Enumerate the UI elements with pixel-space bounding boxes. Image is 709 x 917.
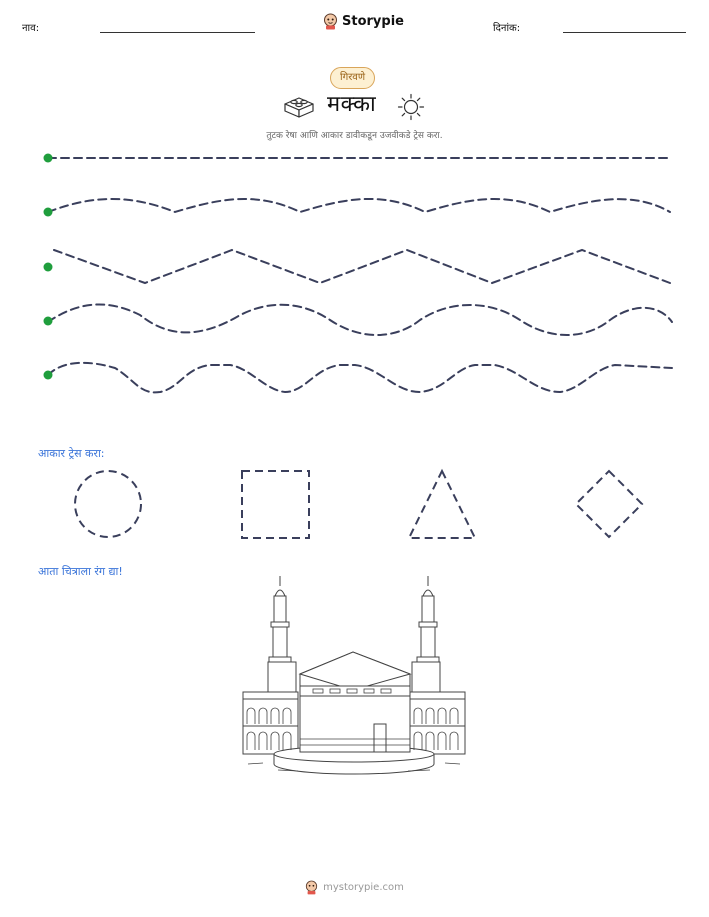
start-dot — [44, 154, 53, 163]
color-section-title: आता चित्राला रंग द्या! — [38, 565, 123, 578]
footer-url[interactable]: mystorypie.com — [323, 882, 404, 893]
storypie-mascot-icon — [305, 880, 318, 895]
brand-name: Storypie — [342, 14, 404, 29]
trace-triangle — [409, 471, 475, 538]
footer — [0, 880, 709, 895]
start-dot — [44, 317, 53, 326]
sun-icon — [397, 93, 425, 121]
instruction-text: तुटक रेषा आणि आकार डावीकडून उजवीकडे ट्रेस करा. — [266, 131, 443, 141]
shapes-section-title: आकार ट्रेस करा: — [38, 447, 105, 460]
name-label: नाव: — [22, 23, 40, 34]
brand-logo — [323, 13, 404, 30]
name-field[interactable] — [100, 32, 255, 33]
difficulty-badge: गिरवणे — [330, 67, 375, 89]
lego-brick-icon — [282, 93, 316, 119]
page-title: मक्का — [327, 92, 377, 117]
date-label: दिनांक: — [493, 23, 521, 34]
storypie-mascot-icon — [323, 13, 338, 30]
date-field[interactable] — [563, 32, 686, 33]
trace-line-humps — [48, 363, 672, 393]
start-dot — [44, 371, 53, 380]
trace-line-wave — [48, 199, 670, 212]
start-dot — [44, 208, 53, 217]
trace-circle — [75, 471, 141, 537]
tracing-shapes — [0, 462, 709, 547]
trace-line-zigzag — [54, 250, 670, 283]
kaaba-coloring-image — [238, 574, 470, 778]
trace-line-curve — [48, 305, 672, 335]
start-dot — [44, 263, 53, 272]
trace-diamond — [576, 471, 642, 537]
trace-square — [242, 471, 309, 538]
tracing-lines — [0, 140, 709, 400]
